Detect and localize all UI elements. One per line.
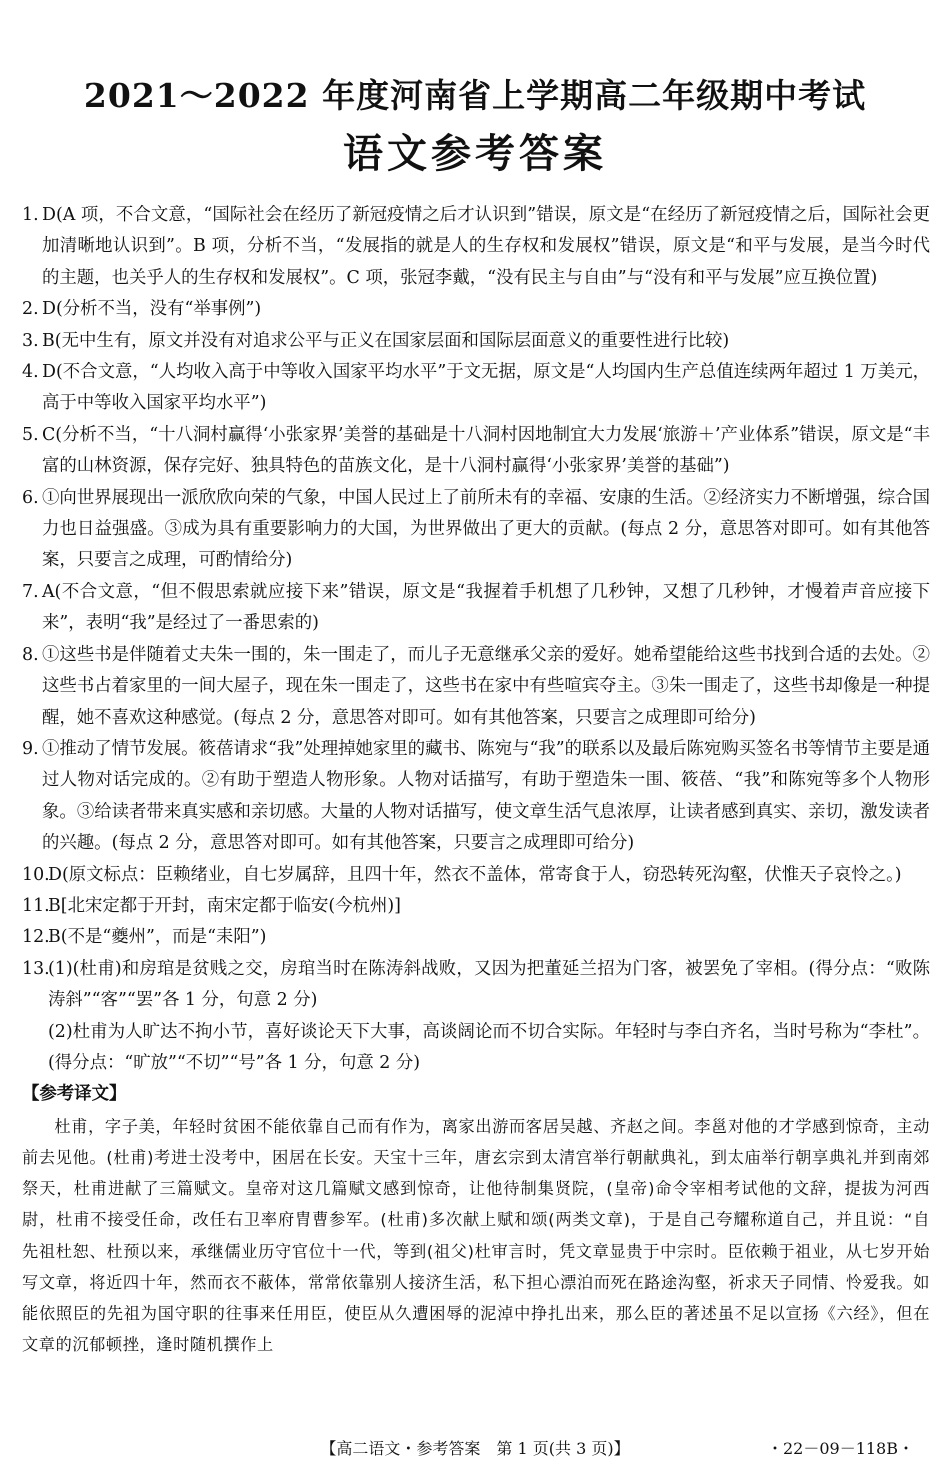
answer-item-2: 2. D(分析不当，没有“举事例”)	[22, 299, 262, 320]
answer-item-13: 13. (1)(杜甫)和房琯是贫贱之交，房琯当时在陈涛斜战败，又因为把董延兰招为门客，被罢免了宰相。(得分点：“败陈涛斜”“客”“罢”各 1 分，句意 2 分)	[22, 958, 930, 1011]
answer-key-title: 语文参考答案	[343, 130, 607, 177]
answer-item-5: 5. C(分析不当，“十八洞村赢得‘小张家界’美誉的基础是十八洞村因地制宜大力发展‘旅游＋’产业体系”错误，原文是“丰富的山林资源，保存完好、独具特色的苗族文化，是十八洞村赢得‘小张家界’美誉的基础”)	[22, 424, 930, 477]
answer-item-9: 9. ①推动了情节发展。筱蓓请求“我”处理掉她家里的藏书、陈宛与“我”的联系以及最后陈宛购买签名书等情节主要是通过人物对话完成的。②有助于塑造人物形象。人物对话描写，有助于塑造朱一围、筱蓓、“我”和陈宛等多个人物形象。③给读者带来真实感和亲切感。大量的人物对话描写，使文章生活气息浓厚，让读者感到真实、亲切，激发读者的兴趣。(每点 2 分，意思答对即可。如有其他答案，只要言之成理即可给分)	[22, 738, 930, 854]
answer-item-1: 1. D(A 项，不合文意，“国际社会在经历了新冠疫情之后才认识到”错误，原文是“在经历了新冠疫情之后，国际社会更加清晰地认识到”。B 项，分析不当，“发展指的就是人的生存权和发展权”错误，原文是“和平与发展，是当今时代的主题，也关乎人的生存权和发展权”。C 项，张冠李戴，“没有民主与自由”与“没有和平与发展”应互换位置)	[22, 205, 930, 288]
answer-list	[22, 200, 930, 1360]
answer-item-3: 3. B(无中生有，原文并没有对追求公平与正义在国家层面和国际层面意义的重要性进行比较)	[22, 330, 730, 351]
answer-item-8: 8. ①这些书是伴随着丈夫朱一围的，朱一围走了，而儿子无意继承父亲的爱好。她希望能给这些书找到合适的去处。②这些书占着家里的一间大屋子，现在朱一围走了，这些书在家中有些喧宾夺主。③朱一围走了，这些书却像是一种提醒，她不喜欢这种感觉。(每点 2 分，意思答对即可。如有其他答案，只要言之成理即可给分)	[22, 644, 930, 728]
footer-doc-code: ・22－09－118B・	[766, 1439, 914, 1458]
footer-page-info: 【高二语文・参考答案 第 1 页(共 3 页)】	[320, 1439, 630, 1458]
answer-item-13-part2: (2)杜甫为人旷达不拘小节，喜好谈论天下大事，高谈阔论而不切合实际。年轻时与李白齐名，当时号称为“李杜”。(得分点：“旷放”“不切”“号”各 1 分，句意 2 分)	[48, 1021, 930, 1073]
translation-text: 杜甫，字子美，年轻时贫困不能依靠自己而有作为，离家出游而客居吴越、齐赵之间。李邕对他的才学感到惊奇，主动前去见他。(杜甫)考进士没考中，困居在长安。天宝十三年，唐玄宗到太清宫举行朝献典礼，到太庙举行朝享典礼并到南郊祭天，杜甫进献了三篇赋文。皇帝对这几篇赋文感到惊奇，让他待制集贤院，(皇帝)命令宰相考试他的文辞，提拔为河西尉，杜甫不接受任命，改任右卫率府胄曹参军。(杜甫)多次献上赋和颂(两类文章)，于是自己夸耀称道自己，并且说：“自先祖杜恕、杜预以来，承继儒业历守官位十一代，等到(祖父)杜审言时，凭文章显贵于中宗时。臣依赖于祖业，从七岁开始写文章，将近四十年，然而衣不蔽体，常常依靠别人接济生活，私下担心漂泊而死在路途沟壑，祈求天子同情、怜爱我。如能依照臣的先祖为国守职的往事来任用臣，使臣从久遭困辱的泥淖中挣扎出来，那么臣的著述虽不足以宣扬《六经》，但在文章的沉郁顿挫，逢时随机撰作上	[22, 1116, 930, 1355]
answer-item-4: 4. D(不合文意，“人均收入高于中等收入国家平均水平”于文无据，原文是“人均国内生产总值连续两年超过 1 万美元，高于中等收入国家平均水平”)	[22, 362, 930, 414]
answer-item-7: 7. A(不合文意，“但不假思索就应接下来”错误，原文是“我握着手机想了几秒钟，又想了几秒钟，才慢着声音应接下来”，表明“我”是经过了一番思索的)	[22, 581, 930, 634]
answer-item-6: 6. ①向世界展现出一派欣欣向荣的气象，中国人民过上了前所未有的幸福、安康的生活。②经济实力不断增强，综合国力也日益强盛。③成为具有重要影响力的大国，为世界做出了更大的贡献。(每点 2 分，意思答对即可。如有其他答案，只要言之成理，可酌情给分)	[22, 487, 930, 571]
answer-item-11: 11. B[北宋定都于开封，南宋定都于临安(今杭州)]	[22, 895, 401, 916]
exam-title: 2021～2022 年度河南省上学期高二年级期中考试	[83, 76, 867, 115]
translation-heading: 【参考译文】	[22, 1084, 127, 1105]
answer-item-12: 12. B(不是“夔州”，而是“耒阳”)	[22, 927, 267, 948]
answer-item-10: 10. D(原文标点：臣赖绪业，自七岁属辞，且四十年，然衣不盖体，常寄食于人，窃恐转死沟壑，伏惟天子哀怜之。)	[22, 864, 902, 885]
